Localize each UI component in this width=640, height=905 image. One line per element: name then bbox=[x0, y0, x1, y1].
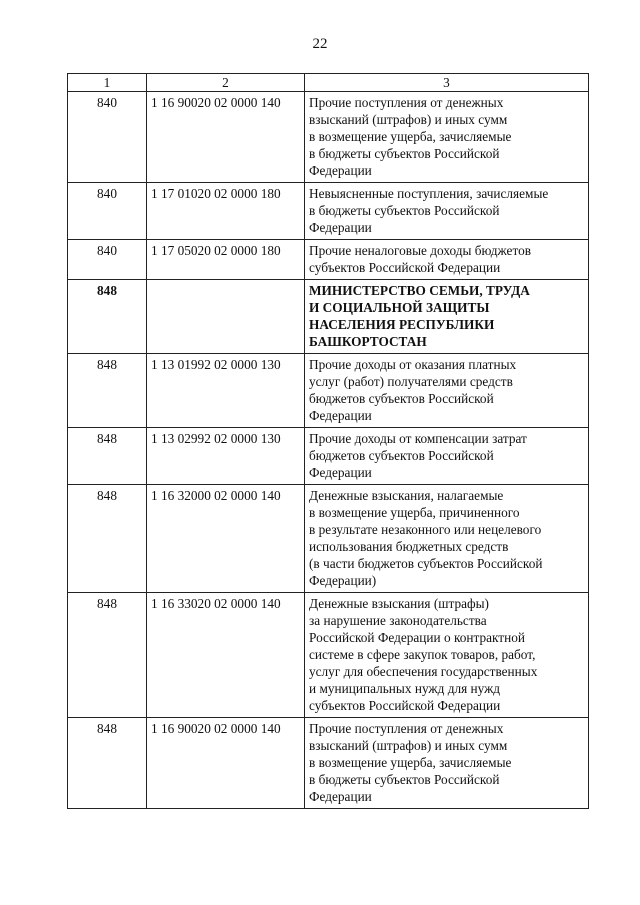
table-header bbox=[68, 74, 589, 92]
budget-classification-code-cell: 1 16 90020 02 0000 140 bbox=[147, 92, 305, 183]
admin-code-cell: 848 bbox=[68, 428, 147, 485]
admin-code-cell: 840 bbox=[68, 183, 147, 240]
table-row bbox=[68, 485, 589, 593]
revenue-name-cell: МИНИСТЕРСТВО СЕМЬИ, ТРУДА И СОЦИАЛЬНОЙ ЗАЩИТЫ НАСЕЛЕНИЯ РЕСПУБЛИКИ БАШКОРТОСТАН bbox=[305, 280, 589, 354]
header-col-2: 2 bbox=[147, 74, 305, 92]
revenue-name-cell: Прочие поступления от денежных взысканий (штрафов) и иных сумм в возмещение ущерба, зачисляемые в бюджеты субъектов Российской Федерации bbox=[305, 718, 589, 809]
budget-classification-code-cell: 1 16 33020 02 0000 140 bbox=[147, 593, 305, 718]
header-row bbox=[68, 74, 589, 92]
revenue-codes-table bbox=[67, 73, 589, 809]
budget-classification-code-cell: 1 16 90020 02 0000 140 bbox=[147, 718, 305, 809]
budget-classification-code-cell: 1 13 02992 02 0000 130 bbox=[147, 428, 305, 485]
revenue-name-cell: Невыясненные поступления, зачисляемые в бюджеты субъектов Российской Федерации bbox=[305, 183, 589, 240]
table-row bbox=[68, 593, 589, 718]
budget-classification-code-cell: 1 16 32000 02 0000 140 bbox=[147, 485, 305, 593]
table-row bbox=[68, 92, 589, 183]
budget-classification-code-cell: 1 17 01020 02 0000 180 bbox=[147, 183, 305, 240]
revenue-name-cell: Денежные взыскания, налагаемые в возмещение ущерба, причиненного в результате незаконного или нецелевого использования бюджетных средств (в части бюджетов субъектов Российской Федерации) bbox=[305, 485, 589, 593]
revenue-name-cell: Прочие поступления от денежных взысканий (штрафов) и иных сумм в возмещение ущерба, зачисляемые в бюджеты субъектов Российской Федерации bbox=[305, 92, 589, 183]
admin-code-cell: 848 bbox=[68, 718, 147, 809]
admin-code-cell: 840 bbox=[68, 92, 147, 183]
table-row bbox=[68, 280, 589, 354]
table-row bbox=[68, 428, 589, 485]
admin-code-cell: 848 bbox=[68, 593, 147, 718]
table-row bbox=[68, 240, 589, 280]
revenue-name-cell: Прочие неналоговые доходы бюджетов субъектов Российской Федерации bbox=[305, 240, 589, 280]
revenue-name-cell: Прочие доходы от компенсации затрат бюджетов субъектов Российской Федерации bbox=[305, 428, 589, 485]
budget-classification-code-cell: 1 17 05020 02 0000 180 bbox=[147, 240, 305, 280]
admin-code-cell: 840 bbox=[68, 240, 147, 280]
admin-code-cell: 848 bbox=[68, 280, 147, 354]
admin-code-cell: 848 bbox=[68, 485, 147, 593]
table-row bbox=[68, 183, 589, 240]
table-row bbox=[68, 718, 589, 809]
page-number: 22 bbox=[312, 36, 328, 52]
table-body bbox=[68, 92, 589, 809]
budget-classification-code-cell bbox=[147, 280, 305, 354]
header-col-1: 1 bbox=[68, 74, 147, 92]
admin-code-cell: 848 bbox=[68, 354, 147, 428]
header-col-3: 3 bbox=[305, 74, 589, 92]
budget-classification-code-cell: 1 13 01992 02 0000 130 bbox=[147, 354, 305, 428]
revenue-name-cell: Прочие доходы от оказания платных услуг (работ) получателями средств бюджетов субъектов Российской Федерации bbox=[305, 354, 589, 428]
revenue-name-cell: Денежные взыскания (штрафы) за нарушение законодательства Российской Федерации о контрактной системе в сфере закупок товаров, работ, услуг для обеспечения государственных и муниципальных нужд для нужд субъектов Российской Федерации bbox=[305, 593, 589, 718]
table-row bbox=[68, 354, 589, 428]
